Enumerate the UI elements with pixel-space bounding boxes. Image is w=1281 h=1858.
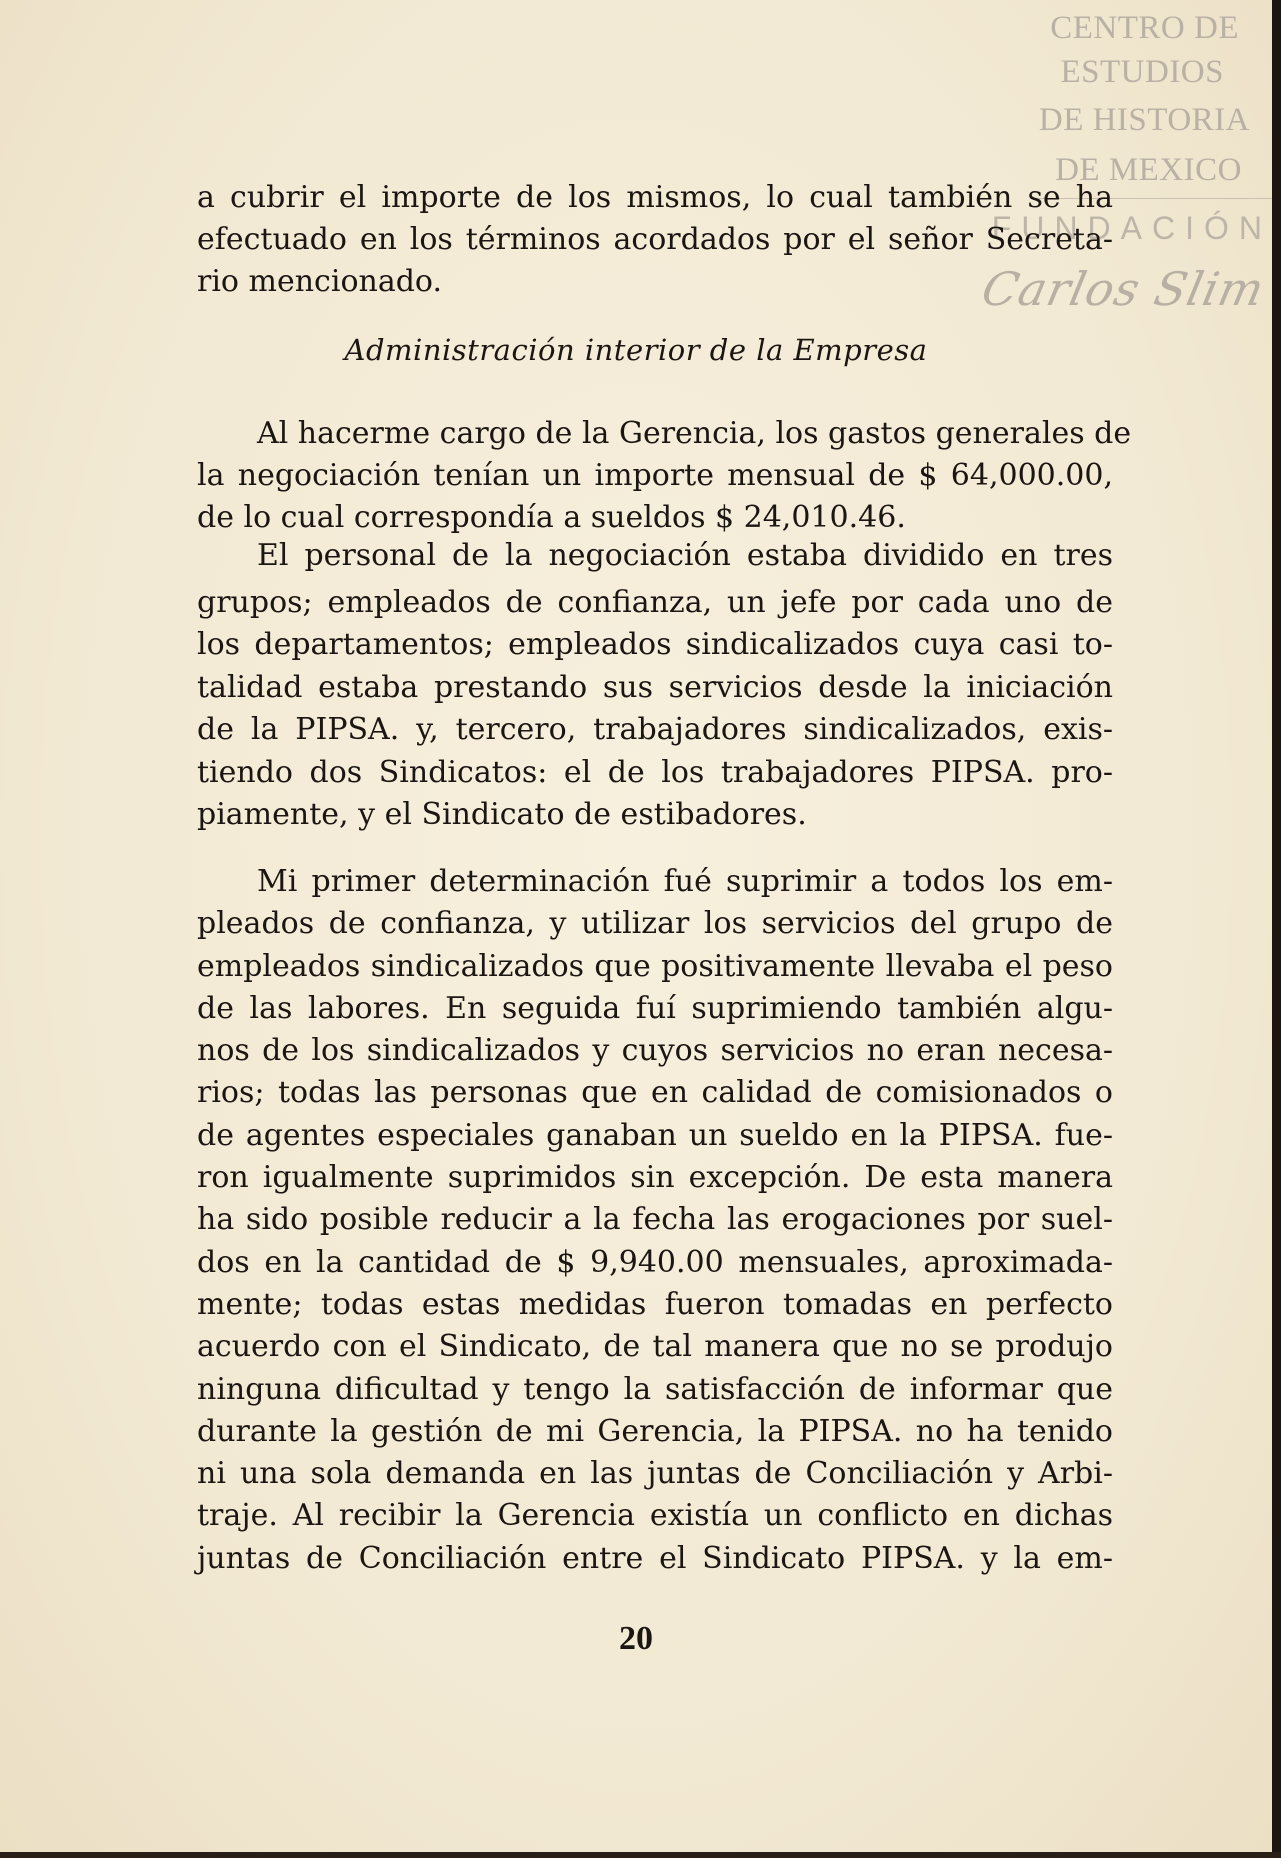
watermark-foundation: FUNDACIÓN xyxy=(991,210,1272,246)
text-line: pleados de confianza, y utilizar los servicios del grupo de xyxy=(197,906,1113,942)
text-line: la negociación tenían un importe mensual de $ 64,000.00, xyxy=(197,458,1113,493)
text-line: nos de los sindicalizados y cuyos servicios no eran necesa- xyxy=(197,1033,1113,1069)
text-line: mente; todas estas medidas fueron tomadas en perfecto xyxy=(197,1286,1113,1322)
scan-edge-bottom xyxy=(0,1852,1281,1858)
scan-edge xyxy=(1272,0,1281,1858)
text-line: de la PIPSA. y, tercero, trabajadores sindicalizados, exis- xyxy=(197,712,1113,747)
text-line: ron igualmente suprimidos sin excepción. De esta manera xyxy=(197,1160,1113,1196)
watermark-line: DE HISTORIA xyxy=(1038,102,1250,138)
text-line: durante la gestión de mi Gerencia, la PIPSA. no ha tenido xyxy=(197,1413,1113,1449)
watermark-line: CENTRO DE xyxy=(1050,10,1239,46)
text-line: acuerdo con el Sindicato, de tal manera que no se produjo xyxy=(197,1329,1113,1365)
text-line: efectuado en los términos acordados por el señor Secreta- xyxy=(197,222,1113,257)
watermark-line: DE MEXICO xyxy=(1055,152,1242,188)
text-line: dos en la cantidad de $ 9,940.00 mensuales, aproximada- xyxy=(197,1244,1113,1280)
text-line: traje. Al recibir la Gerencia existía un conflicto en dichas xyxy=(197,1498,1113,1534)
text-line: ha sido posible reducir a la fecha las erogaciones por suel- xyxy=(197,1202,1113,1238)
text-line: empleados sindicalizados que positivamente llevaba el peso xyxy=(197,948,1113,984)
watermark-signature: Carlos Slim xyxy=(977,262,1270,316)
page-number: 20 xyxy=(619,1620,653,1657)
text-line: rios; todas las personas que en calidad de comisionados o xyxy=(197,1075,1113,1111)
text-line: ninguna dificultad y tengo la satisfacción de informar que xyxy=(197,1371,1113,1407)
text-line: los departamentos; empleados sindicalizados cuya casi to- xyxy=(197,627,1113,662)
text-line: El personal de la negociación estaba dividido en tres xyxy=(257,538,1113,573)
text-line: de lo cual correspondía a sueldos $ 24,010.46. xyxy=(197,500,906,535)
text-line: juntas de Conciliación entre el Sindicato PIPSA. y la em- xyxy=(197,1540,1113,1576)
paragraph xyxy=(197,413,1132,539)
text-line: de las labores. En seguida fuí suprimiendo también algu- xyxy=(197,990,1113,1026)
text-line: Mi primer determinación fué suprimir a todos los em- xyxy=(257,864,1113,899)
watermark-line: ESTUDIOS xyxy=(1060,54,1224,90)
section-heading: Administración interior de la Empresa xyxy=(344,333,928,367)
text-line: de agentes especiales ganaban un sueldo en la PIPSA. fue- xyxy=(197,1117,1113,1153)
text-line: ni una sola demanda en las juntas de Conciliación y Arbi- xyxy=(197,1456,1113,1492)
text-line: talidad estaba prestando sus servicios desde la iniciación xyxy=(197,669,1113,705)
text-line: Al hacerme cargo de la Gerencia, los gastos generales de xyxy=(257,416,1132,451)
paragraph xyxy=(197,861,1113,1580)
text-line: rio mencionado. xyxy=(197,264,442,299)
paragraph-continuation xyxy=(197,177,1113,303)
text-line: piamente, y el Sindicato de estibadores. xyxy=(197,797,807,832)
paragraph xyxy=(197,537,1113,837)
text-line: a cubrir el importe de los mismos, lo cual también se ha xyxy=(197,180,1113,215)
text-line: grupos; empleados de confianza, un jefe por cada uno de xyxy=(197,584,1113,620)
text-line: tiendo dos Sindicatos: el de los trabajadores PIPSA. pro- xyxy=(197,754,1113,790)
